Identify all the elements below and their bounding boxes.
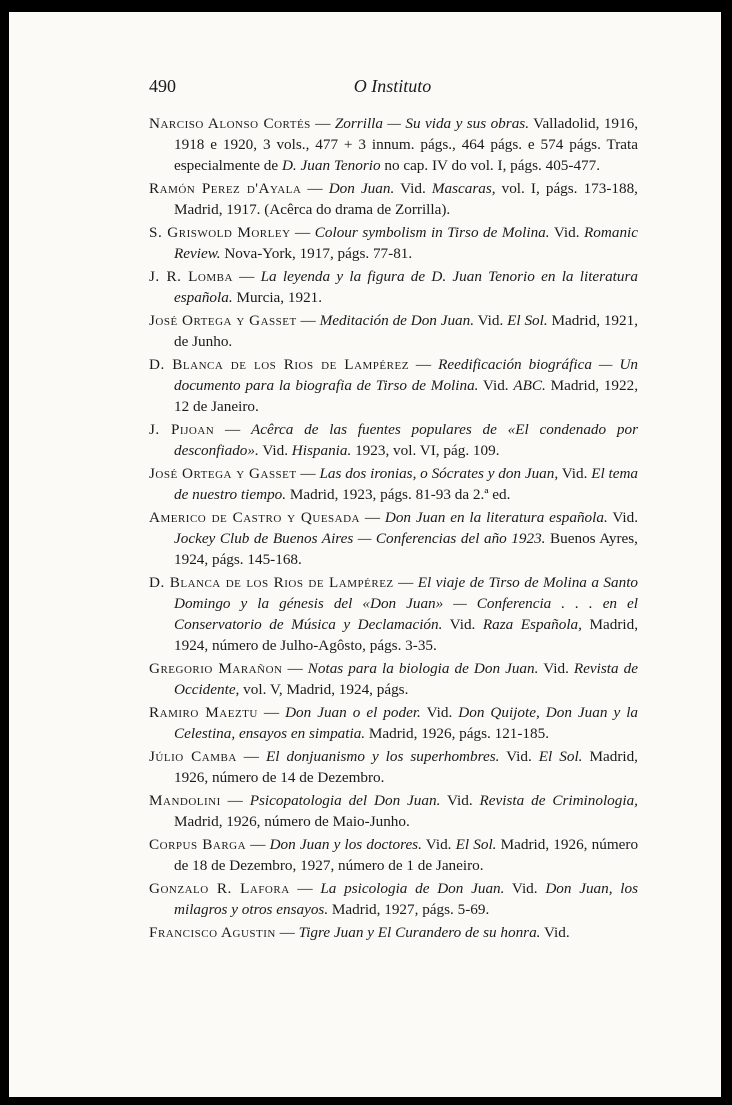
entry-author: J. R. Lomba (149, 268, 233, 285)
entry-title-text: Hispania. (291, 442, 352, 459)
entry-text: Vid. (607, 509, 638, 526)
entry-text: Nova-York, 1917, págs. 77-81. (220, 245, 413, 262)
entry-text: vol. I, págs. 173-188, Madrid, 1917. (Acêrca do drama de Zorrilla). (174, 180, 638, 218)
entry-title-text: Meditación de Don Juan. (319, 312, 475, 329)
entry-text: Vid. (478, 377, 514, 394)
bibliography-entry (149, 834, 638, 876)
entry-title-text: Mascaras, (431, 180, 496, 197)
entry-title-text: D. Juan Tenorio (281, 157, 381, 174)
entry-title-text: Las dos ironias, o Sócrates y don Juan, (319, 465, 559, 482)
entry-text: no cap. IV do vol. I, págs. 405-477. (380, 157, 601, 174)
bibliography-entry (149, 354, 638, 417)
entry-title-text: Revista de Criminologia, (479, 792, 638, 809)
entry-author: Ramiro Maeztu (149, 704, 258, 721)
entry-title-text: Raza Española, (482, 616, 582, 633)
entry-author: José Ortega y Gasset (149, 465, 297, 482)
entry-title-text: El Sol. (538, 748, 583, 765)
entry-title-text: ABC. (513, 377, 546, 394)
entry-title-text: La psicologia de Don Juan. (320, 880, 505, 897)
entry-author: Corpus Barga (149, 836, 247, 853)
entry-author: Gonzalo R. Lafora (149, 880, 290, 897)
entry-title-text: Notas para la biologia de Don Juan. (307, 660, 539, 677)
entry-text: — (310, 115, 335, 132)
bibliography-entry (149, 113, 638, 176)
entry-text: Vid. (258, 442, 292, 459)
entry-text: — (408, 356, 439, 373)
entry-text: Vid. (442, 616, 483, 633)
entry-text: — (360, 509, 385, 526)
bibliography-entry (149, 702, 638, 744)
entry-text: — (236, 748, 266, 765)
entry-text: Madrid, 1926, número de 18 de Dezembro, 1927, número de 1 de Janeiro. (174, 836, 639, 874)
entry-text: Madrid, 1926, número de 14 de Dezembro. (174, 748, 638, 786)
entry-author: Americo de Castro y Quesada (149, 509, 360, 526)
entry-text: Madrid, 1924, número de Julho-Agôsto, págs. 3-35. (174, 616, 638, 654)
entry-text: Vid. (421, 836, 456, 853)
entry-text: — (296, 465, 320, 482)
entry-title-text: Don Quijote, Don Juan y la Celestina, ensayos en simpatia. (174, 704, 639, 742)
entry-text: — (275, 924, 299, 941)
entry-text: — (214, 421, 251, 438)
bibliography-entry (149, 572, 638, 656)
bibliography-entry (149, 178, 638, 220)
entry-title-text: Romanic Review. (174, 224, 639, 262)
entry-text: Vid. (549, 224, 585, 241)
entry-text: Buenos Ayres, 1924, págs. 145-168. (174, 530, 638, 568)
entry-text: Vid. (504, 880, 546, 897)
entry-text: Vid. (538, 660, 574, 677)
bibliography-entry (149, 463, 638, 505)
entry-text: — (301, 180, 329, 197)
entry-title-text: Don Juan, los milagros y otros ensayos. (174, 880, 638, 918)
bibliography-entry (149, 310, 638, 352)
entry-title-text: Colour symbolism in Tirso de Molina. (314, 224, 550, 241)
entry-text: Vid. (420, 704, 459, 721)
entry-text: — (220, 792, 250, 809)
entry-text: Madrid, 1927, págs. 5-69. (328, 901, 490, 918)
entry-text: — (246, 836, 270, 853)
entry-title-text: El donjuanismo y los superhombres. (265, 748, 500, 765)
entry-text: Vid. (440, 792, 480, 809)
bibliography-entry (149, 266, 638, 308)
entry-text: Madrid, 1926, número de Maio-Junho. (174, 813, 410, 830)
entry-text: Murcia, 1921. (232, 289, 323, 306)
entry-text: vol. V, Madrid, 1924, págs. (239, 681, 409, 698)
bibliography-entry (149, 922, 638, 943)
running-title: O Instituto (353, 76, 432, 96)
bibliography-entry (149, 746, 638, 788)
entry-text: Valladolid, 1916, 1918 e 1920, 3 vols., 477 + 3 innum. págs., 464 págs. e 574 págs. Trata especialmente de (174, 115, 638, 174)
entry-author: S. Griswold Morley (149, 224, 291, 241)
entry-text: Madrid, 1922, 12 de Janeiro. (174, 377, 639, 415)
entry-author: Gregorio Marañon (149, 660, 283, 677)
entry-text: Vid. (499, 748, 539, 765)
entry-title-text: El viaje de Tirso de Molina a Santo Domingo y la génesis del «Don Juan» — Conferencia . . . en el Conservatorio de Música y Declamación. (174, 574, 639, 633)
entry-title-text: Jockey Club de Buenos Aires — Conferencias del año 1923. (174, 530, 546, 547)
entry-text: Vid. (540, 924, 570, 941)
entry-author: Narciso Alonso Cortés (149, 115, 311, 132)
entry-title-text: Revista de Occidente, (174, 660, 638, 698)
entry-title-text: Don Juan en la literatura española. (384, 509, 608, 526)
entry-title-text: El Sol. (507, 312, 548, 329)
entry-text: Madrid, 1926, págs. 121-185. (365, 725, 550, 742)
entry-title-text: El tema de nuestro tiempo. (174, 465, 639, 503)
entry-author: D. Blanca de los Rios de Lampérez (149, 574, 394, 591)
bibliography-entry (149, 658, 638, 700)
entry-author: J. Pijoan (149, 421, 215, 438)
bibliography-entry (149, 878, 638, 920)
entry-text: Vid. (558, 465, 592, 482)
entry-title-text: Don Juan y los doctores. (269, 836, 422, 853)
entry-author: José Ortega y Gasset (149, 312, 297, 329)
entry-title-text: La leyenda y la figura de D. Juan Tenorio en la literatura española. (174, 268, 638, 306)
entry-title-text: El Sol. (455, 836, 497, 853)
entry-title-text: Psicopatologia del Don Juan. (249, 792, 441, 809)
entry-text: — (393, 574, 418, 591)
entry-author: D. Blanca de los Rios de Lampérez (149, 356, 409, 373)
entry-author: Mandolini (149, 792, 221, 809)
bibliography-entry (149, 419, 638, 461)
entry-author: Francisco Agustin (149, 924, 276, 941)
entry-title-text: Don Juan o el poder. (285, 704, 421, 721)
entry-author: Júlio Camba (149, 748, 237, 765)
entry-title-text: Zorrilla — Su vida y sus obras. (334, 115, 529, 132)
entry-text: — (257, 704, 286, 721)
entry-author: Ramón Perez d'Ayala (149, 180, 302, 197)
entry-title-text: Tigre Juan y El Curandero de su honra. (298, 924, 541, 941)
bibliography-list (149, 113, 638, 945)
entry-text: Madrid, 1923, págs. 81-93 da 2.ª ed. (286, 486, 511, 503)
entry-title-text: Don Juan. (328, 180, 395, 197)
entry-text: 1923, vol. VI, pág. 109. (351, 442, 500, 459)
entry-title-text: Acêrca de las fuentes populares de «El condenado por desconfiado». (174, 421, 638, 459)
bibliography-entry (149, 507, 638, 570)
entry-text: — (289, 880, 321, 897)
entry-text: — (282, 660, 308, 677)
entry-title-text: Reedificación biográfica — Un documento para la biografia de Tirso de Molina. (174, 356, 639, 394)
entry-text: Madrid, 1921, de Junho. (174, 312, 639, 350)
bibliography-entry (149, 790, 638, 832)
entry-text: — (296, 312, 320, 329)
book-page (9, 12, 721, 1097)
entry-text: Vid. (394, 180, 432, 197)
bibliography-entry (149, 222, 638, 264)
page-number: 490 (149, 76, 176, 96)
entry-text: — (290, 224, 315, 241)
entry-text: Vid. (474, 312, 508, 329)
entry-text: — (232, 268, 261, 285)
running-header (149, 76, 636, 100)
